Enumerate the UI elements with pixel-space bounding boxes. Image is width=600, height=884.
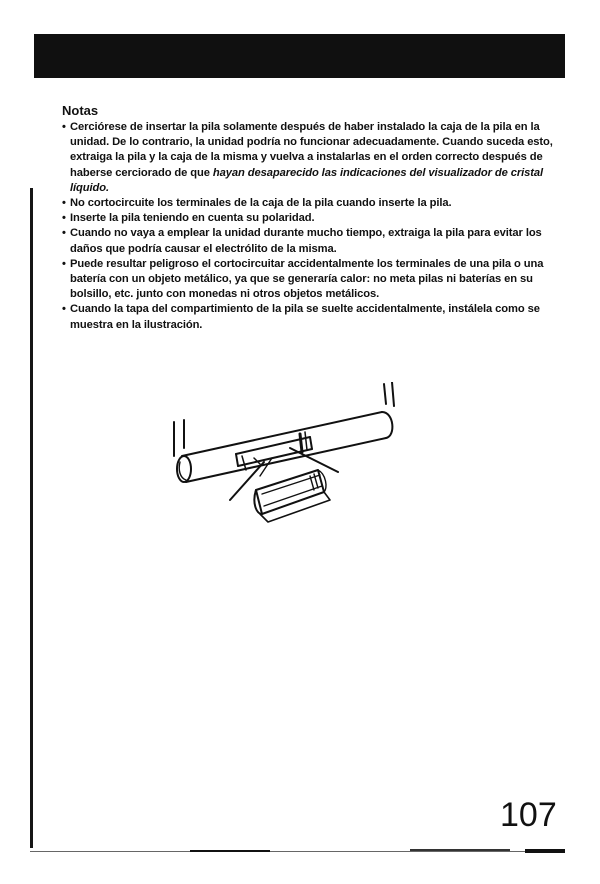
note-item-reinstall-lid: [62, 302, 572, 332]
notes-list: [62, 120, 572, 333]
notes-title: Notas: [62, 103, 99, 118]
bottom-rule: [30, 848, 565, 853]
note-text-emphasis: hayan desaparecido las indicaciones del visualizador de cristal líquido.: [70, 166, 543, 194]
battery-compartment-lid-illustration-icon: [160, 382, 410, 530]
note-item-polarity: [62, 211, 572, 226]
note-text: Cuando la tapa del compartimiento de la pila se suelte accidentalmente, instálela como se muestra en la ilustración.: [70, 303, 540, 331]
left-margin-rule: [30, 188, 33, 848]
notes-section: [62, 102, 572, 333]
note-text: Cuando no vaya a emplear la unidad durante mucho tiempo, extraiga la pila para evitar los daños que podría causar el electrólito de la misma.: [70, 227, 542, 255]
note-item-insert-after-case: [62, 120, 572, 196]
note-text: Puede resultar peligroso el cortocircuitar accidentalmente los terminales de una pila o una batería con un objeto metálico, ya que se generaría calor: no meta pilas ni baterías en su bolsillo, etc. junto con monedas ni otros objetos metálicos.: [70, 257, 544, 301]
header-bar: [34, 34, 565, 78]
note-text: Cerciórese de insertar la pila solamente después de haber instalado la caja de la pila en la unidad. De lo contrario, la unidad podría no funcionar adecuadamente. Cuando suceda esto, extraiga la pila y la caja de la misma y vuelva a instalarlas en el orden correcto después de haberse cerciorado de que: [70, 121, 553, 179]
note-item-metal-danger: [62, 257, 572, 303]
note-item-remove-when-unused: [62, 226, 572, 256]
note-item-no-short-circuit: [62, 196, 572, 211]
note-text: No cortocircuite los terminales de la caja de la pila cuando inserte la pila.: [70, 197, 452, 210]
note-text: Inserte la pila teniendo en cuenta su polaridad.: [70, 212, 315, 225]
page-number: 107: [500, 796, 557, 834]
